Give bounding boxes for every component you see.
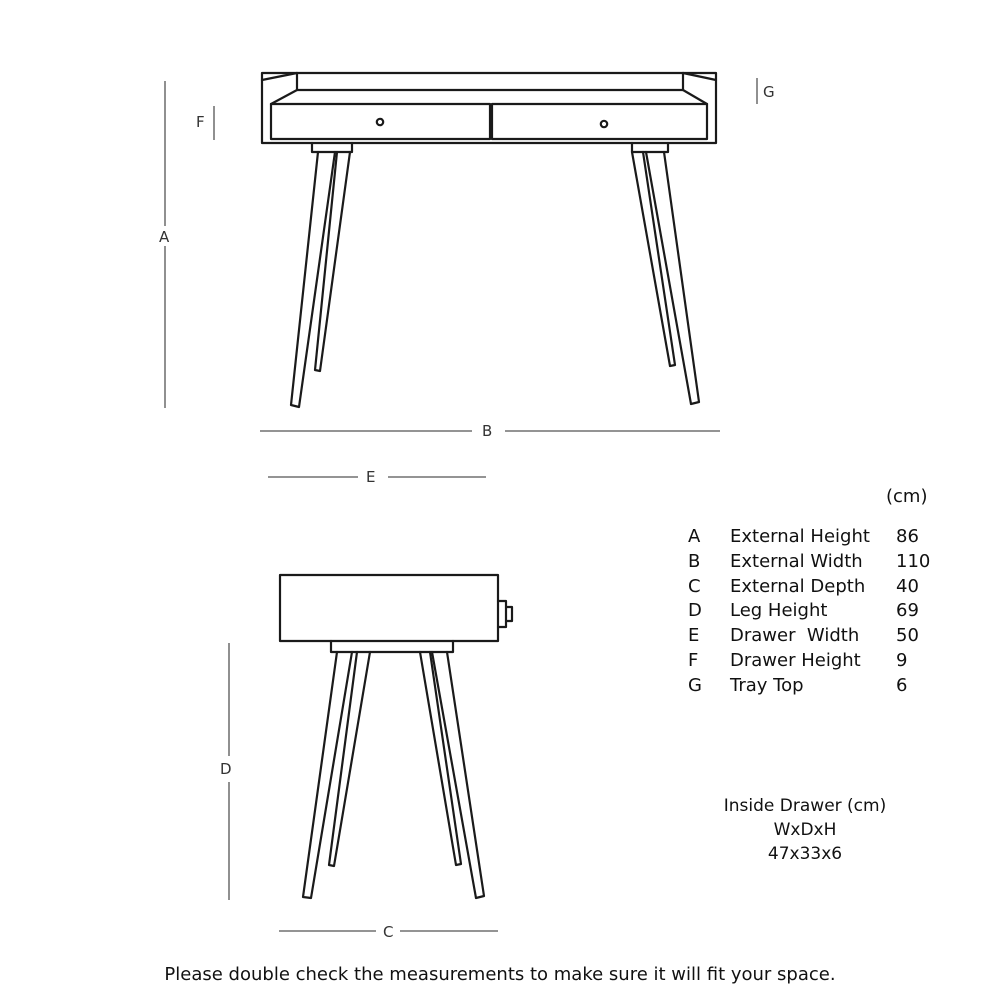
spec-name: Drawer Width	[730, 625, 860, 647]
spec-table	[688, 525, 930, 699]
spec-row	[688, 599, 930, 624]
side-leg-back-right	[420, 652, 461, 865]
spec-key: C	[688, 575, 701, 597]
spec-value: 6	[896, 674, 908, 696]
inside-drawer-title: Inside Drawer (cm)	[723, 796, 887, 816]
dim-label-e: E	[366, 468, 376, 486]
units-label: (cm)	[886, 486, 928, 507]
spec-row	[688, 649, 930, 674]
spec-name: Drawer Height	[730, 649, 861, 671]
spec-key: E	[688, 625, 700, 647]
spec-name: Tray Top	[730, 674, 804, 696]
spec-key: D	[688, 600, 702, 622]
spec-name: External Width	[730, 550, 863, 572]
dim-label-b: B	[482, 422, 493, 440]
spec-key: B	[688, 550, 701, 572]
drawer-left-knob	[377, 119, 383, 125]
leg-front-left	[291, 152, 335, 407]
drawer-right-knob	[601, 121, 607, 127]
desk-tray-inner	[297, 73, 683, 90]
spec-row	[688, 550, 930, 575]
spec-name: Leg Height	[730, 600, 828, 622]
spec-name: External Depth	[730, 575, 866, 597]
spec-value: 9	[896, 649, 908, 671]
spec-name: External Height	[730, 526, 870, 547]
inside-drawer-dims: 47x33x6	[767, 844, 843, 864]
spec-row	[688, 575, 930, 600]
dim-label-a: A	[159, 228, 170, 246]
spec-row	[688, 525, 930, 550]
dim-label-g: G	[763, 83, 775, 101]
spec-value: 69	[896, 600, 919, 622]
leg-mount-right	[632, 143, 668, 152]
leg-mount-left	[312, 143, 352, 152]
drawer-left	[271, 104, 490, 139]
spec-row	[688, 674, 930, 699]
dim-label-c: C	[383, 923, 394, 941]
spec-value: 50	[896, 625, 919, 647]
dim-label-d: D	[220, 760, 232, 778]
dim-label-f: F	[196, 113, 205, 131]
spec-key: G	[688, 674, 702, 696]
side-leg-front	[303, 652, 352, 898]
spec-value: 110	[896, 550, 931, 572]
inside-drawer-format: WxDxH	[773, 820, 837, 840]
spec-value: 40	[896, 575, 919, 597]
side-leg-mount	[331, 641, 453, 652]
spec-row	[688, 624, 930, 649]
side-view-desk	[280, 575, 512, 898]
spec-key: A	[688, 526, 701, 547]
spec-value: 86	[896, 526, 919, 547]
side-drawer-knob	[498, 601, 512, 627]
drawer-right	[492, 104, 707, 139]
inside-drawer-info	[700, 794, 910, 866]
spec-key: F	[688, 649, 699, 671]
front-view-desk	[262, 73, 716, 407]
side-body	[280, 575, 498, 641]
desk-shelf	[271, 90, 707, 104]
footer-note: Please double check the measurements to make sure it will fit your space.	[164, 964, 836, 985]
